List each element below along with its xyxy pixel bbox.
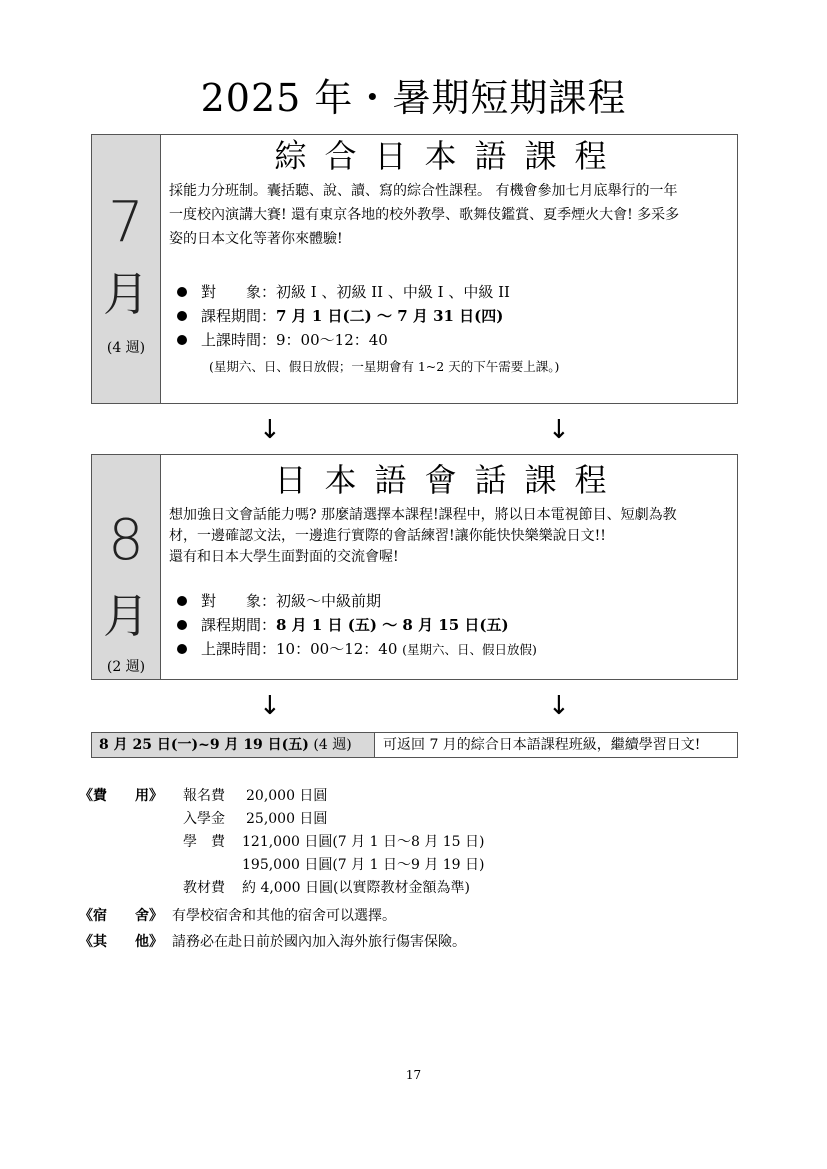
july-description-line: 採能力分班制。囊括聽、說、讀、寫的綜合性課程。 有機會參加七月底舉行的一年 bbox=[169, 183, 678, 199]
fee-amount: 195,000 日圓(7 月 1 日～9 月 19 日) bbox=[242, 857, 485, 873]
august-target-item bbox=[177, 589, 537, 613]
extension-dates: 8 月 25 日(一)~9 月 19 日(五) bbox=[99, 737, 309, 753]
july-description bbox=[169, 179, 729, 251]
down-arrow-icon: ↓ bbox=[548, 691, 570, 721]
august-description bbox=[169, 505, 729, 568]
bullet-icon bbox=[177, 596, 187, 606]
time-value: 9：00～12：40 bbox=[276, 331, 388, 349]
period-label: 課程期間： bbox=[201, 616, 277, 634]
july-time-item bbox=[177, 328, 510, 352]
fee-amount: 25,000 日圓 bbox=[246, 811, 328, 827]
other-label: 《其 他》 bbox=[79, 934, 163, 950]
fee-name: 教材費 bbox=[183, 880, 225, 896]
down-arrow-icon: ↓ bbox=[259, 415, 281, 445]
august-course-box bbox=[91, 454, 738, 680]
time-label: 上課時間： bbox=[201, 331, 277, 349]
dorm-text: 有學校宿舍和其他的宿舍可以選擇。 bbox=[172, 908, 396, 924]
july-course-title: 綜合日本語課程 bbox=[274, 137, 625, 175]
time-label: 上課時間： bbox=[201, 640, 277, 658]
bullet-icon bbox=[177, 335, 187, 345]
period-value: 8 月 1 日 (五) ～ 8 月 15 日(五) bbox=[276, 616, 509, 634]
august-month-char: 月 bbox=[103, 589, 149, 643]
august-description-line: 還有和日本大學生面對面的交流會喔! bbox=[169, 549, 399, 565]
july-month-char: 月 bbox=[103, 267, 149, 321]
july-month-number: 7 bbox=[108, 190, 144, 255]
july-description-line: 一度校內演講大賽! 還有東京各地的校外教學、歌舞伎鑑賞、夏季煙火大會! 多采多 bbox=[169, 207, 680, 223]
extension-text-cell: 可返回 7 月的綜合日本語課程班級，繼續學習日文! bbox=[383, 737, 701, 753]
period-label: 課程期間： bbox=[201, 307, 277, 325]
august-time-item bbox=[177, 637, 537, 662]
other-text: 請務必在赴日前於國內加入海外旅行傷害保險。 bbox=[172, 934, 466, 950]
august-details-list bbox=[177, 589, 537, 662]
time-value: 10：00～12：40 bbox=[276, 640, 398, 658]
july-side-panel bbox=[92, 135, 161, 403]
other-section bbox=[79, 931, 466, 954]
dorm-section bbox=[79, 905, 396, 928]
august-month-number: 8 bbox=[108, 508, 144, 573]
down-arrow-icon: ↓ bbox=[548, 415, 570, 445]
fee-name: 報名費 bbox=[183, 788, 225, 804]
dorm-label: 《宿 舍》 bbox=[79, 908, 163, 924]
july-period-item bbox=[177, 304, 510, 328]
july-course-box bbox=[91, 134, 738, 404]
fee-item bbox=[183, 854, 485, 877]
fee-item bbox=[183, 785, 327, 808]
time-note: (星期六、日、假日放假) bbox=[402, 642, 537, 657]
august-period-item bbox=[177, 613, 537, 637]
july-description-line: 姿的日本文化等著你來體驗! bbox=[169, 231, 343, 247]
fee-amount: 121,000 日圓(7 月 1 日～8 月 15 日) bbox=[242, 834, 485, 850]
fee-item bbox=[183, 877, 470, 900]
extension-dates-cell bbox=[92, 733, 375, 757]
fee-item bbox=[183, 808, 327, 831]
page-number: 17 bbox=[405, 1068, 422, 1082]
august-description-line: 想加強日文會話能力嗎? 那麼請選擇本課程!課程中，將以日本電視節目、短劇為教 bbox=[169, 507, 677, 523]
target-label: 對 象： bbox=[201, 283, 277, 301]
down-arrow-icon: ↓ bbox=[259, 691, 281, 721]
target-value: 初級 I 、初級 II 、中級 I 、中級 II bbox=[276, 283, 510, 301]
fees-section bbox=[79, 785, 179, 808]
fee-item bbox=[183, 831, 485, 854]
august-weeks: (2 週) bbox=[106, 659, 146, 675]
page-title: 2025 年・暑期短期課程 bbox=[200, 76, 627, 120]
august-course-title: 日本語會話課程 bbox=[274, 461, 625, 499]
fee-amount: 約 4,000 日圓(以實際教材金額為準) bbox=[242, 880, 470, 896]
july-weeks: (4 週) bbox=[106, 340, 146, 356]
bullet-icon bbox=[177, 620, 187, 630]
fee-amount: 20,000 日圓 bbox=[246, 788, 328, 804]
july-schedule-note: (星期六、日、假日放假；一星期會有 1~2 天的下午需要上課。) bbox=[209, 359, 560, 374]
july-target-item bbox=[177, 280, 510, 304]
august-description-line: 材，一邊確認文法，一邊進行實際的會話練習!讓你能快快樂樂說日文!! bbox=[169, 528, 606, 544]
target-value: 初級～中級前期 bbox=[276, 592, 382, 610]
period-value: 7 月 1 日(二) ～ 7 月 31 日(四) bbox=[276, 307, 504, 325]
july-details-list bbox=[177, 280, 510, 352]
extension-row bbox=[91, 732, 738, 758]
fee-name: 學 費 bbox=[183, 834, 225, 850]
fees-label: 《費 用》 bbox=[79, 788, 163, 804]
extension-weeks: (4 週) bbox=[313, 737, 352, 753]
bullet-icon bbox=[177, 311, 187, 321]
fee-name: 入學金 bbox=[183, 811, 225, 827]
target-label: 對 象： bbox=[201, 592, 277, 610]
bullet-icon bbox=[177, 287, 187, 297]
bullet-icon bbox=[177, 644, 187, 654]
august-side-panel bbox=[92, 455, 161, 679]
